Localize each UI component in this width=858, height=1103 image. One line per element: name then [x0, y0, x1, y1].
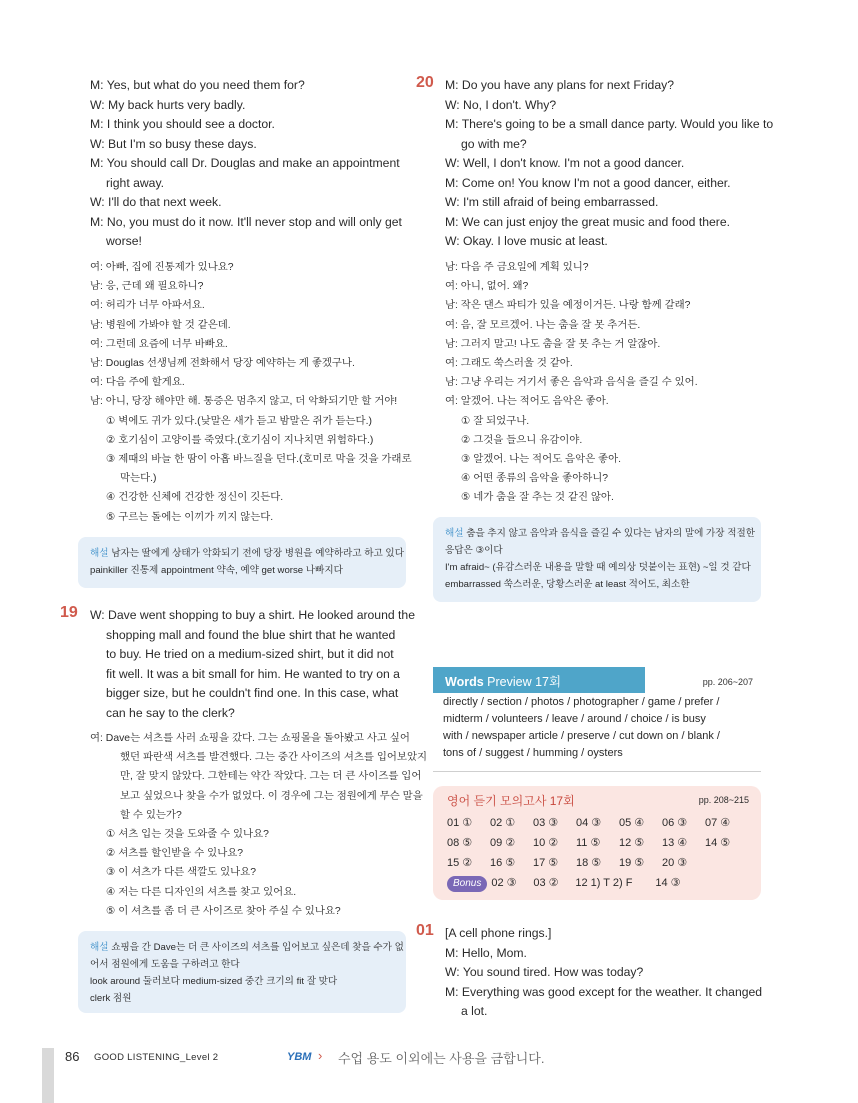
answer-item: 17 ⑤ — [533, 857, 559, 869]
note-text: 응답은 ③이다 — [445, 545, 503, 556]
q19-note — [78, 931, 406, 1013]
text-line: right away. — [106, 175, 165, 190]
divider — [433, 771, 761, 772]
text-line: 보고 싶었으나 찾을 수가 없었다. 이 경우에 그는 점원에게 무슨 말을 — [120, 790, 423, 802]
answer-item: 18 ⑤ — [576, 857, 602, 869]
text-line: W: I'll do that next week. — [90, 195, 222, 209]
text-line: 남: 작은 댄스 파티가 있을 예정이거든. 나랑 함께 갈래? — [445, 300, 691, 312]
note-line — [445, 559, 749, 576]
text-line: 여: Dave는 셔츠를 사러 쇼핑을 갔다. 그는 쇼핑몰을 돌아봤고 사고 싶어 — [90, 733, 410, 744]
words-line: with / newspaper article / preserve / cut down on / blank / — [443, 730, 720, 742]
note-label: 해설 — [445, 528, 464, 539]
answer-item: 06 ③ — [662, 817, 688, 829]
answer-item: 14 ⑤ — [705, 837, 731, 849]
answer-item: 05 ④ — [619, 817, 645, 829]
words-preview-list — [443, 694, 720, 762]
note-line — [445, 542, 749, 559]
text-line: M: Do you have any plans for next Friday? — [445, 78, 674, 92]
text-line: W: My back hurts very badly. — [90, 97, 246, 112]
note-line — [445, 525, 756, 542]
text-line: 여: 그래도 쑥스러울 것 같아. — [445, 358, 573, 370]
text-line: W: Dave went shopping to buy a shirt. He looked around the — [90, 608, 415, 622]
text-line: ④ 어떤 종류의 음악을 좋아하니? — [461, 473, 609, 485]
text-line: 남: 그러지 말고! 나도 춤을 잘 못 추는 거 알잖아. — [445, 338, 661, 350]
text-line: W: Okay. I love music at least. — [445, 234, 608, 248]
note-line — [90, 545, 404, 562]
answer-item: 04 ③ — [576, 817, 602, 829]
note-text: painkiller 진통제 appointment 약속, 예약 get worse 나빠지다 — [90, 565, 343, 576]
note-label: 해설 — [90, 548, 109, 559]
text-line: M: Yes, but what do you need them for? — [90, 78, 305, 92]
text-line: bigger size, but he couldn't find one. In this case, what — [106, 686, 399, 700]
answer-item: 02 ① — [490, 817, 516, 829]
left-top-korean — [90, 258, 410, 527]
question-number-20: 20 — [416, 74, 434, 91]
answer-row — [447, 833, 748, 853]
note-line — [90, 562, 394, 579]
bonus-item: 14 ③ — [655, 877, 681, 889]
text-line: ① 벽에도 귀가 있다.(낮말은 새가 듣고 밤말은 쥐가 듣는다.) — [106, 415, 372, 427]
text-line: 여: 알겠어. 나는 적어도 음악은 좋아. — [445, 396, 609, 408]
note-line — [90, 956, 394, 973]
left-top-dialogue — [90, 76, 410, 252]
note-text: look around 둘러보다 medium-sized 중간 크기의 fit 잘 맞다 — [90, 976, 338, 987]
text-line: 여: 그런데 요즘에 너무 바빠요. — [90, 338, 228, 350]
answer-item: 08 ⑤ — [447, 837, 473, 849]
left-top-note — [78, 537, 406, 588]
bonus-row — [447, 873, 748, 893]
text-line: ④ 저는 다른 디자인의 셔츠를 찾고 있어요. — [106, 886, 297, 898]
page-number: 86 — [65, 1049, 80, 1064]
chevron-right-icon: › — [318, 1048, 323, 1063]
q01-dialogue — [445, 924, 765, 1022]
usage-notice: 수업 용도 이외에는 사용을 금합니다. — [338, 1051, 545, 1066]
text-line: [A cell phone rings.] — [445, 926, 552, 940]
text-line: 했던 파란색 셔츠를 발견했다. 그는 중간 사이즈의 셔츠를 입어보았지 — [120, 752, 428, 764]
answer-item: 11 ⑤ — [576, 837, 601, 849]
words-line: directly / section / photos / photographer / game / prefer / — [443, 696, 720, 708]
text-line: 여: 아니, 없어. 왜? — [445, 281, 529, 293]
text-line: M: We can just enjoy the great music and food there. — [445, 214, 730, 229]
answer-key-grid — [447, 813, 748, 893]
text-line: ② 셔츠를 할인받을 수 있나요? — [106, 848, 244, 860]
text-line: W: But I'm so busy these days. — [90, 136, 257, 151]
footer-bar — [42, 1048, 54, 1103]
note-text: 춤을 추지 않고 음악과 음식을 즐길 수 있다는 남자의 말에 가장 적절한 — [463, 528, 756, 539]
bonus-item: 03 ② — [533, 877, 559, 889]
note-text: embarrassed 쑥스러운, 당황스러운 at least 적어도, 최소한 — [445, 579, 690, 590]
text-line: 여: 허리가 너무 아파서요. — [90, 300, 205, 312]
text-line: 여: 다음 주에 할게요. — [90, 377, 185, 389]
text-line: a lot. — [461, 1004, 488, 1018]
answer-item: 09 ② — [490, 837, 516, 849]
text-line: to buy. He tried on a medium-sized shirt, but it did not — [106, 647, 394, 661]
answer-item: 16 ⑤ — [490, 857, 516, 869]
answer-row — [447, 813, 748, 833]
answer-item: 13 ④ — [662, 837, 688, 849]
answer-item: 07 ④ — [705, 817, 731, 829]
note-text: 남자는 딸에게 상태가 악화되기 전에 당장 병원을 예약하라고 하고 있다 — [108, 548, 404, 559]
answer-row — [447, 853, 748, 873]
q20-korean — [445, 258, 765, 508]
q20-dialogue — [445, 76, 774, 252]
text-line: M: Hello, Mom. — [445, 945, 527, 960]
text-line: M: Come on! You know I'm not a good dancer, either. — [445, 175, 731, 190]
text-line: W: I'm still afraid of being embarrassed. — [445, 195, 659, 209]
answer-item: 19 ⑤ — [619, 857, 645, 869]
q20-note — [433, 517, 761, 602]
answer-item: 10 ② — [533, 837, 559, 849]
words-line: midterm / volunteers / leave / around / choice / is busy — [443, 713, 706, 725]
text-line: shopping mall and found the blue shirt that he wanted — [106, 627, 396, 642]
text-line: ③ 알겠어. 나는 적어도 음악은 좋아. — [461, 454, 622, 466]
text-line: ① 잘 되었구나. — [461, 415, 530, 427]
note-line — [445, 576, 749, 593]
words-preview-header — [433, 667, 761, 693]
bonus-item: 12 1) T 2) F — [575, 877, 633, 889]
text-line: 만, 잘 맞지 않았다. 그한테는 약간 작았다. 그는 더 큰 사이즈를 입어 — [120, 771, 422, 783]
note-label: 해설 — [90, 942, 109, 953]
note-text: 어서 점원에게 도움을 구하려고 한다 — [90, 959, 240, 970]
bonus-label: Bonus — [447, 876, 487, 892]
words-preview-pages: pp. 206~207 — [645, 667, 761, 693]
text-line: ① 셔츠 입는 것을 도와줄 수 있나요? — [106, 829, 269, 841]
answer-item: 12 ⑤ — [619, 837, 645, 849]
question-number-19: 19 — [60, 604, 78, 621]
note-line — [90, 939, 404, 956]
text-line: 남: 아니, 당장 해야만 해. 통증은 멈추지 않고, 더 악화되기만 할 거야! — [90, 396, 398, 408]
answer-item: 20 ③ — [662, 857, 688, 869]
text-line: M: Everything was good except for the weather. It changed — [445, 984, 763, 999]
note-line — [90, 973, 394, 990]
text-line: W: You sound tired. How was today? — [445, 965, 644, 979]
text-line: W: No, I don't. Why? — [445, 97, 557, 112]
text-line: ③ 이 셔츠가 다른 색깔도 있나요? — [106, 867, 256, 879]
words-preview-title: Words — [445, 675, 484, 689]
text-line: M: There's going to be a small dance party. Would you like to — [445, 117, 774, 131]
text-line: worse! — [106, 234, 142, 248]
words-line: tons of / suggest / humming / oysters — [443, 747, 623, 759]
text-line: 여: 아빠, 집에 진통제가 있나요? — [90, 262, 234, 273]
text-line: can he say to the clerk? — [106, 705, 235, 720]
answer-key-pages: pp. 208~215 — [698, 795, 749, 805]
question-number-01: 01 — [416, 922, 434, 939]
words-preview-subtitle: Preview 17회 — [483, 675, 562, 689]
publisher-logo: YBM — [287, 1051, 312, 1063]
answer-item: 01 ① — [447, 817, 473, 829]
text-line: 남: 응, 근데 왜 필요하니? — [90, 281, 204, 293]
text-line: 여: 음, 잘 모르겠어. 나는 춤을 잘 못 추거든. — [445, 319, 641, 331]
text-line: fit well. It was a bit small for him. He wanted to try on a — [106, 666, 400, 681]
answer-key-box — [433, 786, 761, 900]
text-line: 남: 병원에 가봐야 할 것 같은데. — [90, 319, 231, 331]
answer-item: 15 ② — [447, 857, 473, 869]
text-line: 막는다.) — [120, 473, 157, 485]
note-text: 쇼핑을 간 Dave는 더 큰 사이즈의 셔츠를 입어보고 싶은데 찾을 수가 없 — [108, 942, 404, 953]
text-line: 남: Douglas 선생님께 전화해서 당장 예약하는 게 좋겠구나. — [90, 358, 355, 370]
answer-key-title: 영어 듣기 모의고사 17회 — [447, 794, 575, 808]
text-line: ③ 제때의 바늘 한 땀이 아홉 바느질을 던다.(호미로 막을 것을 가래로 — [106, 454, 412, 466]
answer-item: 03 ③ — [533, 817, 559, 829]
text-line: W: Well, I don't know. I'm not a good dancer. — [445, 156, 685, 170]
text-line: ④ 건강한 신체에 건강한 정신이 깃든다. — [106, 492, 284, 504]
text-line: 남: 그냥 우리는 거기서 좋은 음악과 음식을 즐길 수 있어. — [445, 377, 698, 389]
note-text: I'm afraid~ (유감스러운 내용을 말할 때 예의상 덧붙이는 표현) ~일 것 같다 — [445, 562, 751, 573]
text-line: 할 수 있는가? — [120, 809, 182, 821]
text-line: ⑤ 구르는 돌에는 이끼가 끼지 않는다. — [106, 511, 274, 523]
text-line: ② 그것을 들으니 유감이야. — [461, 434, 583, 446]
text-line: 남: 다음 주 금요일에 계획 있니? — [445, 262, 589, 273]
text-line: ⑤ 이 셔츠를 좀 더 큰 사이즈로 찾아 주실 수 있나요? — [106, 905, 341, 917]
note-text: clerk 점원 — [90, 993, 132, 1004]
text-line: ⑤ 네가 춤을 잘 추는 것 같진 않아. — [461, 492, 614, 504]
q19-korean — [90, 729, 428, 921]
note-line — [90, 990, 394, 1007]
text-line: ② 호기심이 고양이를 죽였다.(호기심이 지나치면 위험하다.) — [106, 434, 374, 446]
book-title: GOOD LISTENING_Level 2 — [94, 1052, 219, 1063]
text-line: go with me? — [461, 136, 527, 151]
q19-dialogue — [90, 606, 415, 723]
text-line: M: You should call Dr. Douglas and make an appointment — [90, 156, 400, 170]
text-line: M: I think you should see a doctor. — [90, 117, 275, 131]
text-line: M: No, you must do it now. It'll never stop and will only get — [90, 214, 402, 229]
bonus-item: 02 ③ — [491, 877, 517, 889]
